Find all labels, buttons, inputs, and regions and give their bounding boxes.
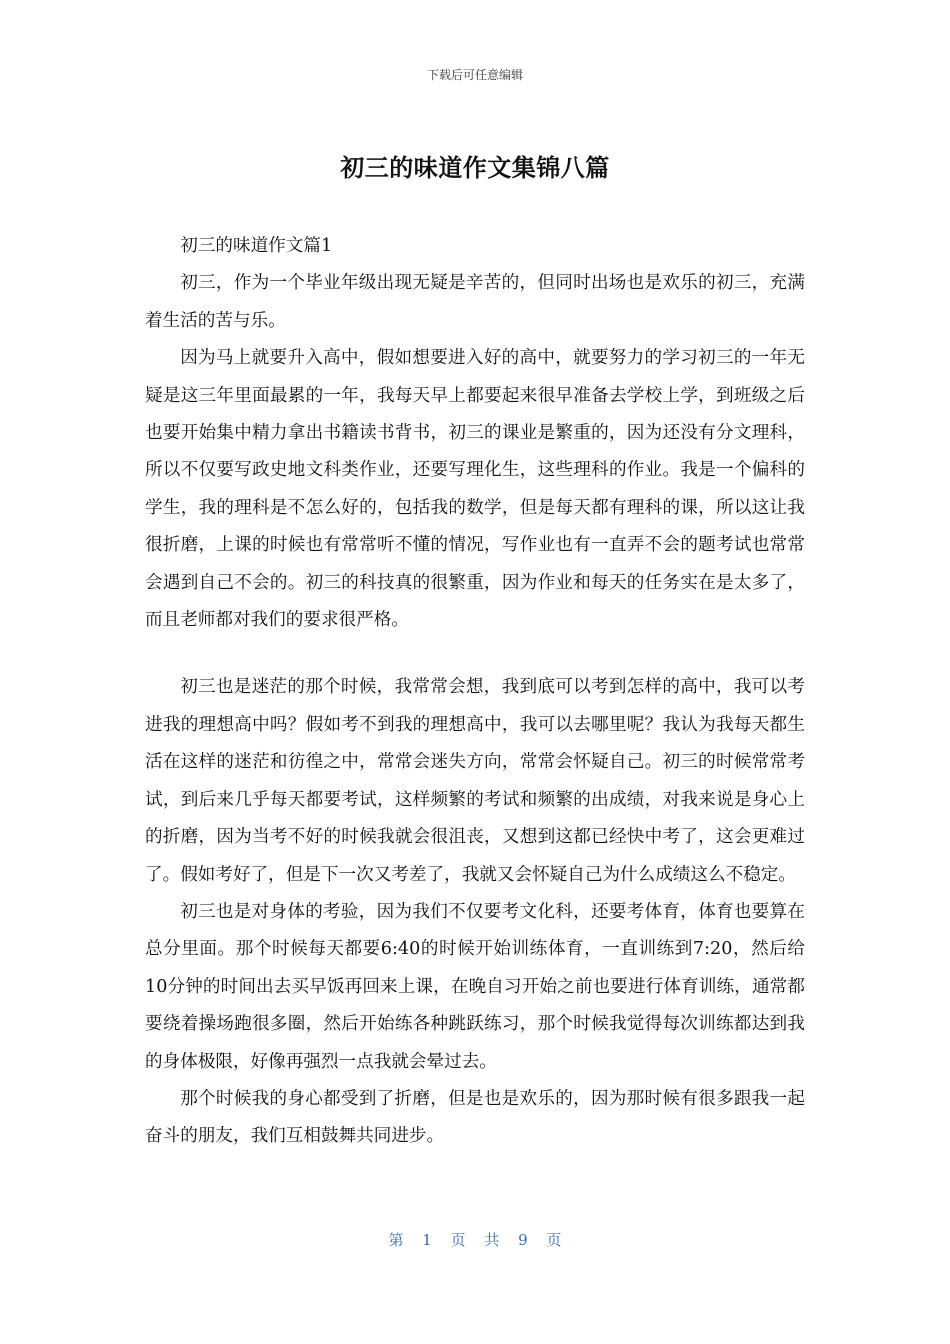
header-note: 下载后可任意编辑 [426,68,523,82]
section-heading: 初三的味道作文篇1 [180,236,333,256]
page-number: 第 1 页 共 9 页 [388,1231,562,1249]
paragraph: 初三，作为一个毕业年级出现无疑是辛苦的，但同时出场也是欢乐的初三，充满着生活的苦与乐。 [145,273,805,331]
paragraph: 初三也是迷茫的那个时候，我常常会想，我到底可以考到怎样的高中，我可以考进我的理想高中吗？假如考不到我的理想高中，我可以去哪里呢？我认为我每天都生活在这样的迷茫和彷徨之中，常常会迷失方向，常常会怀疑自己。初三的时候常常考试，到后来几乎每天都要考试，这样频繁的考试和频繁的出成绩，对我来说是身心上的折磨，因为当考不好的时候我就会很沮丧，又想到这都已经快中考了，这会更难过了。假如考好了，但是下一次又考差了，我就又会怀疑自己为什么成绩这么不稳定。 [145,677,805,885]
paragraph: 因为马上就要升入高中，假如想要进入好的高中，就要努力的学习初三的一年无疑是这三年里面最累的一年，我每天早上都要起来很早准备去学校上学，到班级之后也要开始集中精力拿出书籍读书背书，初三的课业是繁重的，因为还没有分文理科，所以不仅要写政史地文科类作业，还要写理化生，这些理科的作业。我是一个偏科的学生，我的理科是不怎么好的，包括我的数学，但是每天都有理科的课，所以这让我很折磨，上课的时候也有常常听不懂的情况，写作业也有一直弄不会的题考试也常常会遇到自己不会的。初三的科技真的很繁重，因为作业和每天的任务实在是太多了，而且老师都对我们的要求很严格。 [145,348,805,631]
document-title: 初三的味道作文集锦八篇 [340,154,610,182]
document-body [145,228,805,1156]
paragraph: 初三也是对身体的考验，因为我们不仅要考文化科，还要考体育，体育也要算在总分里面。那个时候每天都要6:40的时候开始训练体育，一直训练到7:20，然后给10分钟的时间出去买早饭再回来上课，在晚自习开始之前也要进行体育训练，通常都要绕着操场跑很多圈，然后开始练各种跳跃练习，那个时候我觉得每次训练都达到我的身体极限，好像再强烈一点我就会晕过去。 [145,901,805,1072]
paragraph: 那个时候我的身心都受到了折磨，但是也是欢乐的，因为那时候有很多跟我一起奋斗的朋友，我们互相鼓舞共同进步。 [145,1088,805,1147]
